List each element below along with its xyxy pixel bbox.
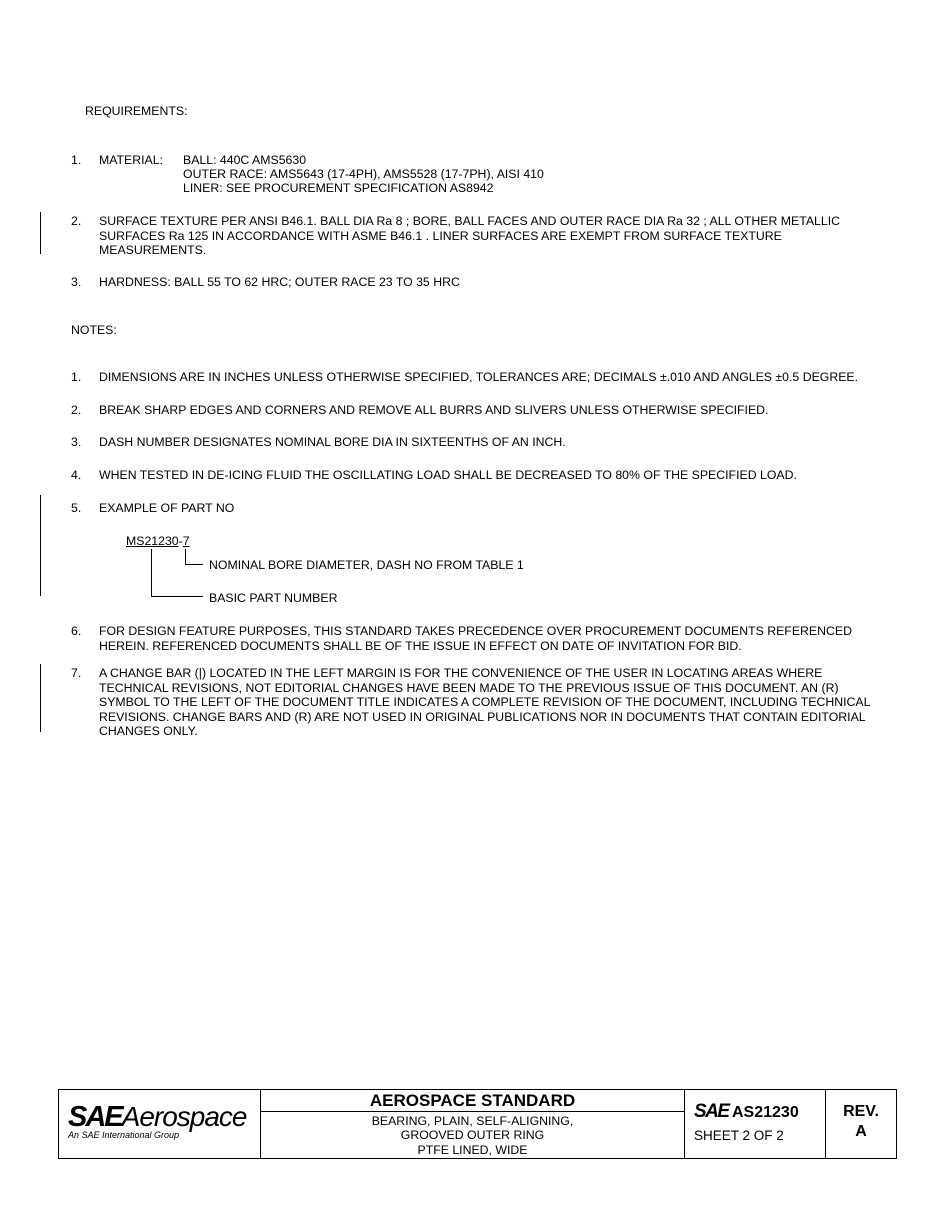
sheet-number: SHEET 2 OF 2 [694, 1128, 784, 1143]
note-1-text: DIMENSIONS ARE IN INCHES UNLESS OTHERWISE SPECIFIED, TOLERANCES ARE; DECIMALS ±.010 AND ANGLES ±0.5 DEGREE. [99, 370, 859, 384]
requirement-1-number: 1. [71, 153, 82, 167]
note-6-number: 6. [71, 624, 82, 638]
revision-label: REV. [843, 1103, 879, 1120]
change-bar [40, 495, 41, 596]
note-3-number: 3. [71, 435, 82, 449]
aerospace-wordmark: Aerospace [121, 1101, 247, 1132]
sae-small-logo: SAE [694, 1101, 729, 1122]
note-1-number: 1. [71, 370, 82, 384]
note-4-text: WHEN TESTED IN DE-ICING FLUID THE OSCILLATING LOAD SHALL BE DECREASED TO 80% OF THE SPECIFIED LOAD. [99, 468, 797, 482]
requirement-1-line-liner: LINER: SEE PROCUREMENT SPECIFICATION AS8942 [183, 181, 494, 195]
document-title-line-1: BEARING, PLAIN, SELF-ALIGNING, [371, 1114, 574, 1128]
requirement-3-number: 3. [71, 275, 82, 289]
part-number-base: MS21230 [126, 534, 179, 548]
change-bar [40, 212, 41, 254]
change-bar [40, 664, 41, 732]
note-7-text: A CHANGE BAR (|) LOCATED IN THE LEFT MARGIN IS FOR THE CONVENIENCE OF THE USER IN LOCATING AREAS WHERE TECHNICAL REVISIONS, NOT EDITORIAL CHANGES HAVE BEEN MADE TO THE PREVIOUS ISSUE OF THIS DOCUMENT. AN (R) SYMBOL TO THE LEFT OF THE DOCUMENT TITLE INDICATES A COMPLETE REVISION OF THE DOCUMENT, INCLUDING TECHNICAL REVISIONS. CHANGE BARS AND (R) ARE NOT USED IN ORIGINAL PUBLICATIONS NOR IN DOCUMENTS THAT CONTAIN EDITORIAL CHANGES ONLY. [99, 666, 870, 738]
part-number-suffix: 7 [182, 534, 190, 548]
callout-dash-number: NOMINAL BORE DIAMETER, DASH NO FROM TABLE 1 [209, 558, 524, 572]
title-block-divider [684, 1089, 685, 1159]
part-number-example [126, 534, 190, 548]
sae-logo-mark: SAE [68, 1101, 122, 1133]
sae-tagline: An SAE International Group [68, 1130, 180, 1140]
title-block-divider [260, 1111, 684, 1112]
document-number-group [694, 1101, 799, 1124]
requirement-2-number: 2. [71, 214, 82, 228]
document-number: AS21230 [732, 1104, 799, 1121]
leader-line-base-vertical [151, 549, 152, 596]
note-2-number: 2. [71, 403, 82, 417]
document-title-line-2: GROOVED OUTER RING [400, 1128, 545, 1142]
requirement-1-line-ball: BALL: 440C AMS5630 [183, 153, 307, 167]
requirement-2-text: SURFACE TEXTURE PER ANSI B46.1. BALL DIA Ra 8 ; BORE, BALL FACES AND OUTER RACE DIA Ra 32 ; ALL OTHER METALLIC SURFACES Ra 125 IN ACCORDANCE WITH ASME B46.1 . LINER SURFACES ARE EXEMPT FROM SURFACE TEXTURE MEASUREMENTS. [99, 214, 841, 257]
requirement-1-label: MATERIAL: [99, 153, 163, 167]
document-title-line-3: PTFE LINED, WIDE [417, 1143, 528, 1157]
document-class: AEROSPACE STANDARD [369, 1091, 576, 1110]
leader-line-dash-horizontal [185, 564, 203, 565]
note-7-number: 7. [71, 666, 82, 680]
callout-basic-part-number: BASIC PART NUMBER [209, 591, 338, 605]
revision-value: A [855, 1123, 867, 1140]
note-4-number: 4. [71, 468, 82, 482]
note-5-number: 5. [71, 501, 82, 515]
note-5-text: EXAMPLE OF PART NO [99, 501, 235, 515]
note-2-text: BREAK SHARP EDGES AND CORNERS AND REMOVE ALL BURRS AND SLIVERS UNLESS OTHERWISE SPECIFIED. [99, 403, 769, 417]
leader-line-dash-vertical [185, 549, 186, 564]
note-3-text: DASH NUMBER DESIGNATES NOMINAL BORE DIA IN SIXTEENTHS OF AN INCH. [99, 435, 566, 449]
requirements-heading: REQUIREMENTS: [85, 104, 188, 118]
note-6-text: FOR DESIGN FEATURE PURPOSES, THIS STANDARD TAKES PRECEDENCE OVER PROCUREMENT DOCUMENTS REFERENCED HEREIN. REFERENCED DOCUMENTS SHALL BE OF THE ISSUE IN EFFECT ON DATE OF INVITATION FOR BID. [99, 624, 852, 653]
requirement-3-text: HARDNESS: BALL 55 TO 62 HRC; OUTER RACE 23 TO 35 HRC [99, 275, 460, 289]
notes-heading: NOTES: [71, 323, 117, 337]
leader-line-base-horizontal [151, 596, 203, 597]
sae-aerospace-logo [68, 1100, 247, 1134]
part-number-dash: - [178, 534, 183, 548]
requirement-1-line-outer-race: OUTER RACE: AMS5643 (17-4PH), AMS5528 (17-7PH), AISI 410 [183, 167, 544, 181]
